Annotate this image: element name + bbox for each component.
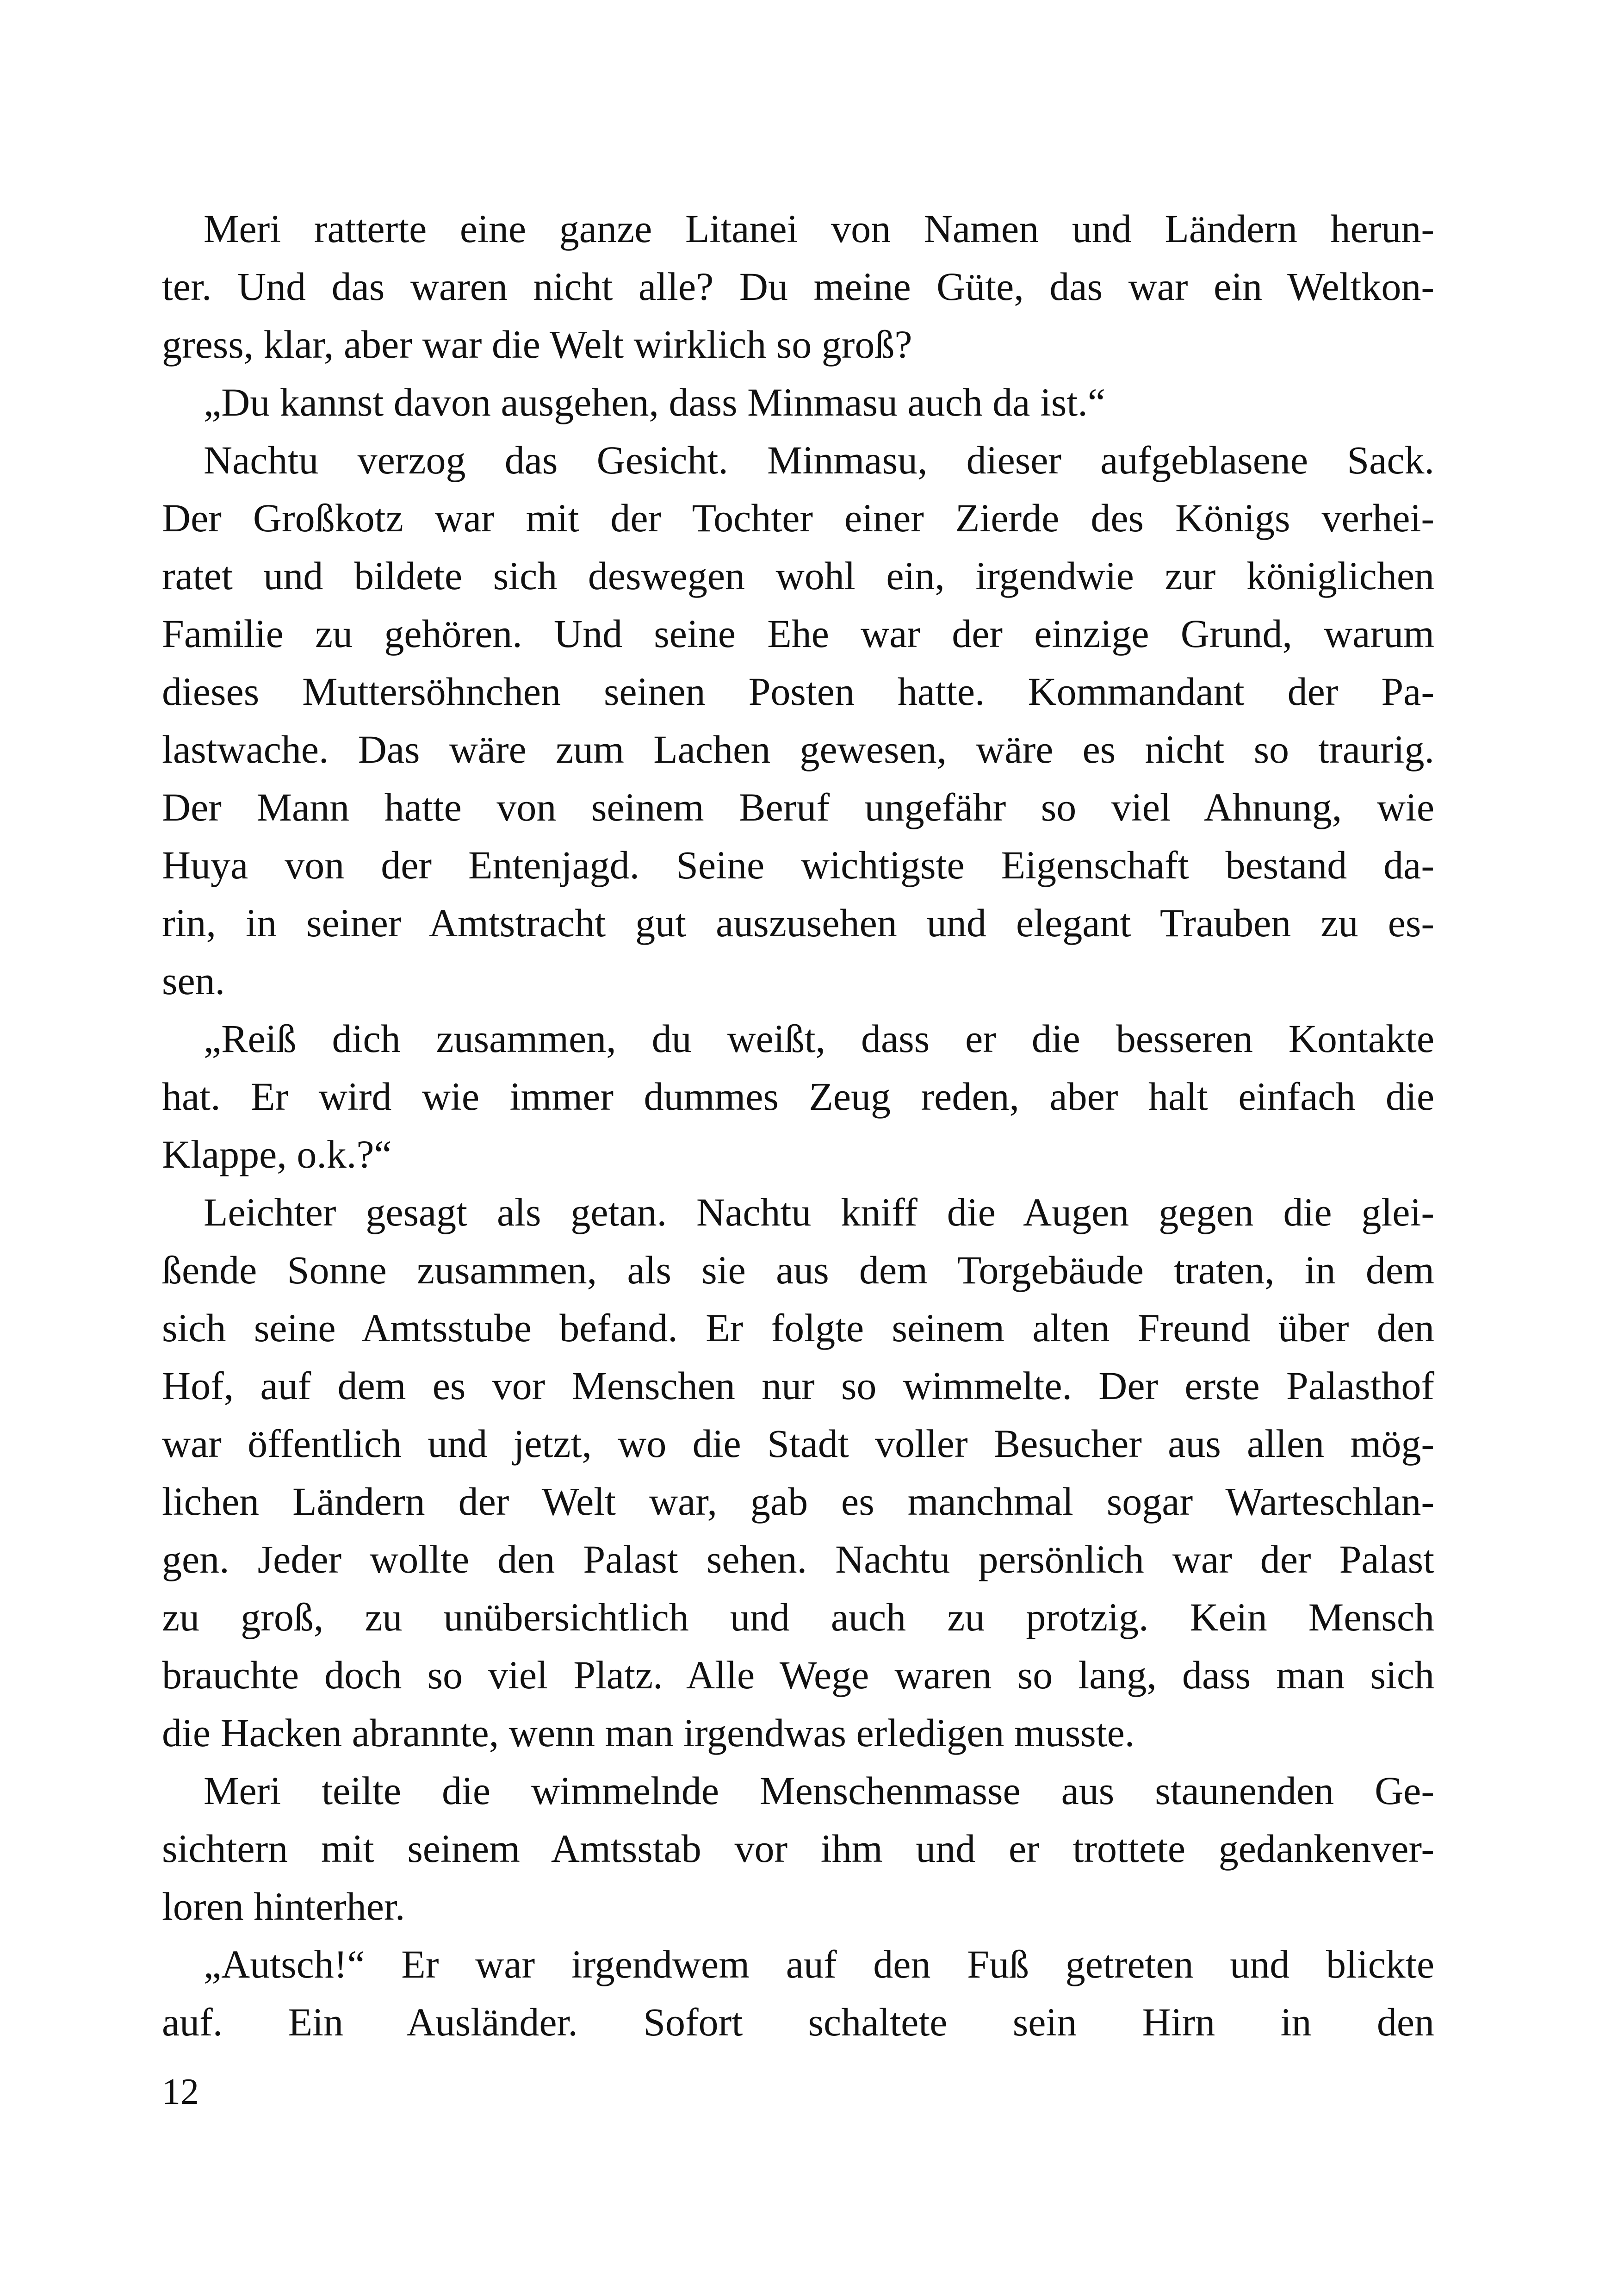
- text-line: war öffentlich und jetzt, wo die Stadt voller Besucher aus allen mög-: [162, 1421, 1434, 1466]
- text-line: loren hinterher.: [162, 1884, 405, 1929]
- page-number: 12: [162, 2072, 199, 2112]
- text-line: auf. Ein Ausländer. Sofort schaltete sein Hirn in den: [162, 2000, 1434, 2044]
- text-line: Leichter gesagt als getan. Nachtu kniff die Augen gegen die glei-: [204, 1190, 1434, 1234]
- text-line: ratet und bildete sich deswegen wohl ein, irgendwie zur königlichen: [162, 554, 1434, 598]
- text-line: Hof, auf dem es vor Menschen nur so wimmelte. Der erste Palasthof: [162, 1363, 1434, 1408]
- text-line: gen. Jeder wollte den Palast sehen. Nachtu persönlich war der Palast: [162, 1537, 1434, 1581]
- text-line: brauchte doch so viel Platz. Alle Wege waren so lang, dass man sich: [162, 1653, 1434, 1697]
- text-line: Der Mann hatte von seinem Beruf ungefähr so viel Ahnung, wie: [162, 785, 1434, 829]
- text-line: sichtern mit seinem Amtsstab vor ihm und er trottete gedankenver-: [162, 1826, 1434, 1871]
- text-line: Meri ratterte eine ganze Litanei von Namen und Ländern herun-: [204, 206, 1434, 251]
- text-line: sich seine Amtsstube befand. Er folgte seinem alten Freund über den: [162, 1306, 1434, 1350]
- text-line: Nachtu verzog das Gesicht. Minmasu, dieser aufgeblasene Sack.: [204, 438, 1434, 482]
- text-line: ter. Und das waren nicht alle? Du meine Güte, das war ein Weltkon-: [162, 264, 1434, 309]
- text-line: „Autsch!“ Er war irgendwem auf den Fuß getreten und blickte: [204, 1942, 1434, 1986]
- book-page: [162, 0, 1434, 2296]
- text-line: Der Großkotz war mit der Tochter einer Zierde des Königs verhei-: [162, 496, 1434, 540]
- text-line: sen.: [162, 958, 225, 1003]
- text-line: gress, klar, aber war die Welt wirklich so groß?: [162, 322, 912, 367]
- text-line: ßende Sonne zusammen, als sie aus dem Torgebäude traten, in dem: [162, 1248, 1434, 1292]
- text-line: „Reiß dich zusammen, du weißt, dass er die besseren Kontakte: [204, 1016, 1434, 1061]
- text-line: hat. Er wird wie immer dummes Zeug reden, aber halt einfach die: [162, 1074, 1434, 1119]
- text-line: Meri teilte die wimmelnde Menschenmasse aus staunenden Ge-: [204, 1768, 1434, 1813]
- text-line: Klappe, o.k.?“: [162, 1132, 392, 1176]
- text-line: lichen Ländern der Welt war, gab es manchmal sogar Warteschlan-: [162, 1479, 1434, 1524]
- text-line: Huya von der Entenjagd. Seine wichtigste Eigenschaft bestand da-: [162, 843, 1434, 887]
- text-line: „Du kannst davon ausgehen, dass Minmasu auch da ist.“: [204, 380, 1105, 424]
- text-line: Familie zu gehören. Und seine Ehe war der einzige Grund, warum: [162, 611, 1434, 656]
- text-line: zu groß, zu unübersichtlich und auch zu protzig. Kein Mensch: [162, 1595, 1434, 1639]
- text-line: die Hacken abrannte, wenn man irgendwas erledigen musste.: [162, 1711, 1135, 1755]
- text-line: dieses Muttersöhnchen seinen Posten hatte. Kommandant der Pa-: [162, 669, 1434, 714]
- text-line: lastwache. Das wäre zum Lachen gewesen, wäre es nicht so traurig.: [162, 727, 1434, 772]
- text-line: rin, in seiner Amtstracht gut auszusehen und elegant Trauben zu es-: [162, 901, 1434, 945]
